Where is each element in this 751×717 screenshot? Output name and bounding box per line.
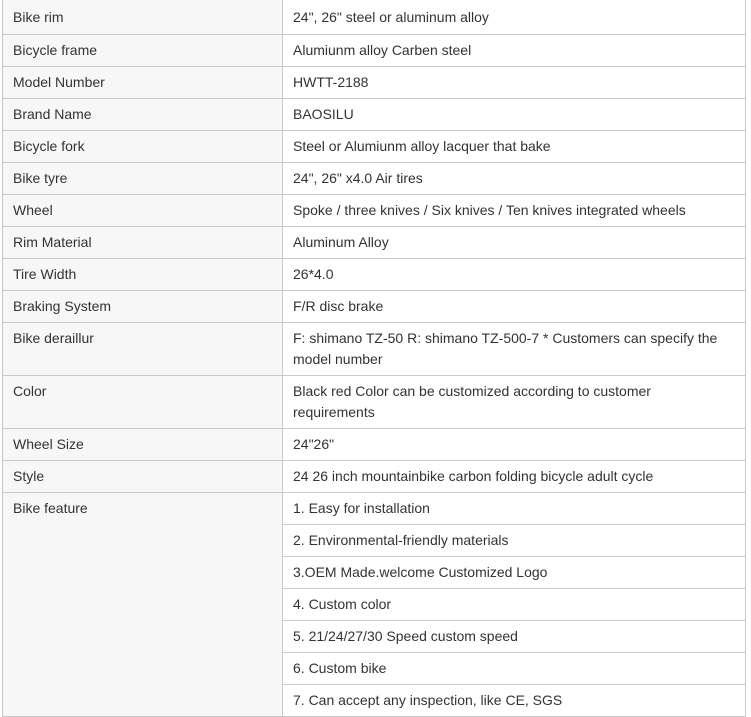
spec-value: BAOSILU xyxy=(283,98,746,130)
spec-label: Wheel xyxy=(3,194,283,226)
spec-value: Steel or Alumiunm alloy lacquer that bake xyxy=(283,130,746,162)
spec-label: Model Number xyxy=(3,66,283,98)
spec-label: Style xyxy=(3,460,283,492)
spec-value: 24"26" xyxy=(283,428,746,460)
spec-value: Black red Color can be customized according to customer requirements xyxy=(283,375,746,428)
feature-item: 4. Custom color xyxy=(283,588,746,620)
table-row xyxy=(3,428,746,460)
spec-label: Color xyxy=(3,375,283,428)
table-row xyxy=(3,460,746,492)
spec-label: Bicycle frame xyxy=(3,34,283,66)
table-row xyxy=(3,194,746,226)
spec-label: Bike tyre xyxy=(3,162,283,194)
table-row xyxy=(3,375,746,428)
spec-label: Braking System xyxy=(3,290,283,322)
spec-value: 24 26 inch mountainbike carbon folding bicycle adult cycle xyxy=(283,460,746,492)
spec-label: Wheel Size xyxy=(3,428,283,460)
feature-label: Bike feature xyxy=(3,492,283,716)
spec-label: Bicycle fork xyxy=(3,130,283,162)
table-row xyxy=(3,258,746,290)
table-row xyxy=(3,322,746,375)
spec-label: Bike deraillur xyxy=(3,322,283,375)
table-row xyxy=(3,290,746,322)
feature-item: 6. Custom bike xyxy=(283,652,746,684)
feature-item: 3.OEM Made.welcome Customized Logo xyxy=(283,556,746,588)
spec-value: F: shimano TZ-50 R: shimano TZ-500-7 * Customers can specify the model number xyxy=(283,322,746,375)
spec-label: Brand Name xyxy=(3,98,283,130)
spec-value: Alumiunm alloy Carben steel xyxy=(283,34,746,66)
table-row xyxy=(3,66,746,98)
spec-table xyxy=(2,0,746,717)
spec-label: Tire Width xyxy=(3,258,283,290)
table-row xyxy=(3,226,746,258)
table-row xyxy=(3,130,746,162)
feature-item: 5. 21/24/27/30 Speed custom speed xyxy=(283,620,746,652)
table-row xyxy=(3,0,746,34)
table-row xyxy=(3,492,746,524)
spec-value: 24", 26" steel or aluminum alloy xyxy=(283,0,746,34)
table-row xyxy=(3,162,746,194)
spec-value: 24", 26" x4.0 Air tires xyxy=(283,162,746,194)
spec-value: HWTT-2188 xyxy=(283,66,746,98)
spec-value: 26*4.0 xyxy=(283,258,746,290)
spec-value: F/R disc brake xyxy=(283,290,746,322)
spec-label: Bike rim xyxy=(3,0,283,34)
spec-value: Spoke / three knives / Six knives / Ten knives integrated wheels xyxy=(283,194,746,226)
feature-item: 1. Easy for installation xyxy=(283,492,746,524)
spec-label: Rim Material xyxy=(3,226,283,258)
feature-item: 2. Environmental-friendly materials xyxy=(283,524,746,556)
spec-value: Aluminum Alloy xyxy=(283,226,746,258)
table-row xyxy=(3,98,746,130)
feature-item: 7. Can accept any inspection, like CE, SGS xyxy=(283,684,746,716)
table-row xyxy=(3,34,746,66)
